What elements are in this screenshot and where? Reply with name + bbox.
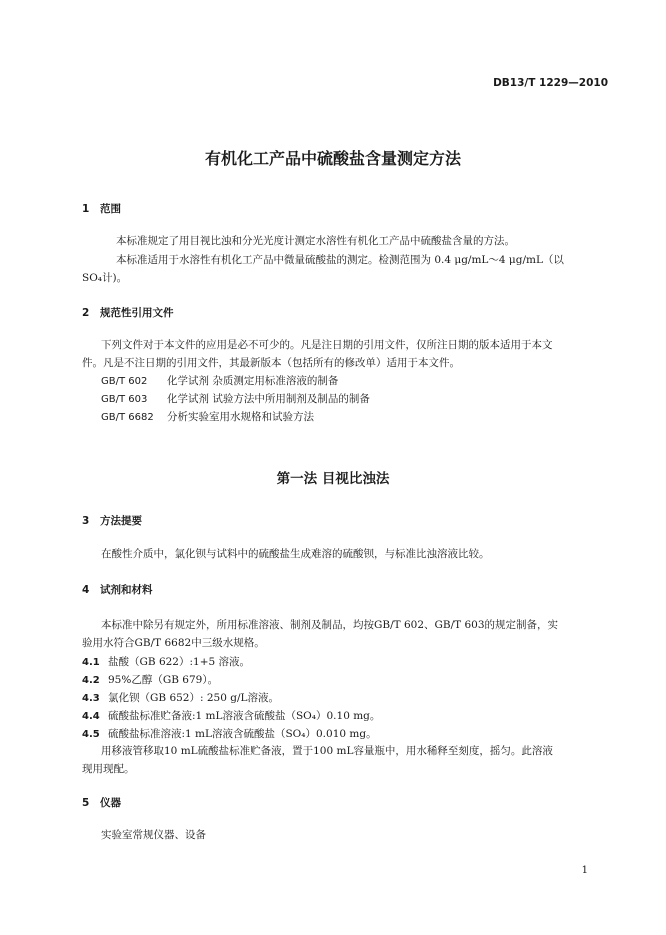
item-text: 硫酸盐标准溶液:1 mL溶液含硫酸盐（SO₄）0.010 mg。 — [108, 728, 377, 740]
section-number: 4 — [82, 584, 90, 596]
section-heading-scope — [82, 201, 121, 216]
instruments-paragraph: 实验室常规仪器、设备 — [101, 829, 206, 841]
section-heading-instruments — [82, 795, 121, 810]
item-number: 4.3 — [82, 693, 100, 704]
section-heading-normative — [82, 305, 174, 320]
section-number: 2 — [82, 307, 90, 319]
section-title: 范围 — [100, 203, 121, 215]
section-number: 1 — [82, 203, 90, 215]
item-text: 盐酸（GB 622）:1+5 溶液。 — [108, 656, 251, 668]
section-number: 3 — [82, 515, 90, 527]
reference-code: GB/T 6682 — [101, 412, 154, 423]
standard-number: DB13/T 1229—2010 — [493, 77, 608, 89]
item-text: 95%乙醇（GB 679）。 — [108, 674, 219, 686]
reference-title: 化学试剂 杂质测定用标准溶液的制备 — [167, 375, 339, 387]
scope-paragraph-1: 本标准规定了用目视比浊和分光光度计测定水溶性有机化工产品中硫酸盐含量的方法。 — [116, 235, 515, 247]
reagent-item — [82, 708, 380, 723]
reference-item — [101, 409, 314, 424]
reference-title: 化学试剂 试验方法中所用制剂及制品的制备 — [167, 393, 370, 405]
reference-code: GB/T 602 — [101, 376, 148, 387]
section-heading-principle — [82, 513, 142, 528]
principle-paragraph: 在酸性介质中，氯化钡与试料中的硫酸盐生成难溶的硫酸钡，与标准比浊溶液比较。 — [101, 548, 490, 560]
normative-paragraph-line-2: 件。凡是不注日期的引用文件，其最新版本（包括所有的修改单）适用于本文件。 — [82, 357, 460, 369]
item-text: 氯化钡（GB 652）: 250 g/L溶液。 — [108, 692, 279, 704]
reference-item — [101, 391, 370, 406]
reference-title: 分析实验室用水规格和试验方法 — [167, 411, 314, 423]
standard-solution-note-line-1: 用移液管移取10 mL硫酸盐标准贮备液，置于100 mL容量瓶中，用水稀释至刻度，摇匀。此溶液 — [101, 745, 553, 757]
normative-paragraph-line-1: 下列文件对于本文件的应用是必不可少的。凡是注日期的引用文件，仅所注日期的版本适用于本文 — [101, 339, 553, 351]
section-heading-reagents — [82, 582, 153, 597]
item-number: 4.1 — [82, 657, 100, 668]
document-title: 有机化工产品中硫酸盐含量测定方法 — [204, 149, 461, 168]
section-title: 仪器 — [100, 797, 121, 809]
item-text: 硫酸盐标准贮备液:1 mL溶液含硫酸盐（SO₄）0.10 mg。 — [108, 710, 381, 722]
section-number: 5 — [82, 797, 90, 809]
reagents-paragraph-line-2: 验用水符合GB/T 6682中三级水规格。 — [82, 637, 265, 649]
reagent-item — [82, 654, 250, 669]
item-number: 4.4 — [82, 711, 100, 722]
reagent-item — [82, 690, 279, 705]
section-title: 方法提要 — [100, 515, 142, 527]
item-number: 4.2 — [82, 675, 100, 686]
section-title: 试剂和材料 — [100, 584, 153, 596]
standard-solution-note-line-2: 现用现配。 — [82, 763, 135, 775]
reagent-item — [82, 672, 218, 687]
item-number: 4.5 — [82, 729, 100, 740]
method-title: 第一法 目视比浊法 — [276, 471, 390, 487]
reagents-paragraph-line-1: 本标准中除另有规定外，所用标准溶液、制剂及制品，均按GB/T 602、GB/T 603的规定制备，实 — [101, 619, 559, 631]
reference-code: GB/T 603 — [101, 394, 148, 405]
reagent-item — [82, 726, 377, 741]
scope-paragraph-2-line-1: 本标准适用于水溶性有机化工产品中微量硫酸盐的测定。检测范围为 0.4 μg/mL～4 μg/mL（以 — [116, 254, 564, 266]
section-title: 规范性引用文件 — [100, 307, 174, 319]
page-number: 1 — [581, 865, 588, 876]
scope-paragraph-2-line-2: SO₄计)。 — [82, 272, 128, 284]
reference-item — [101, 373, 338, 388]
